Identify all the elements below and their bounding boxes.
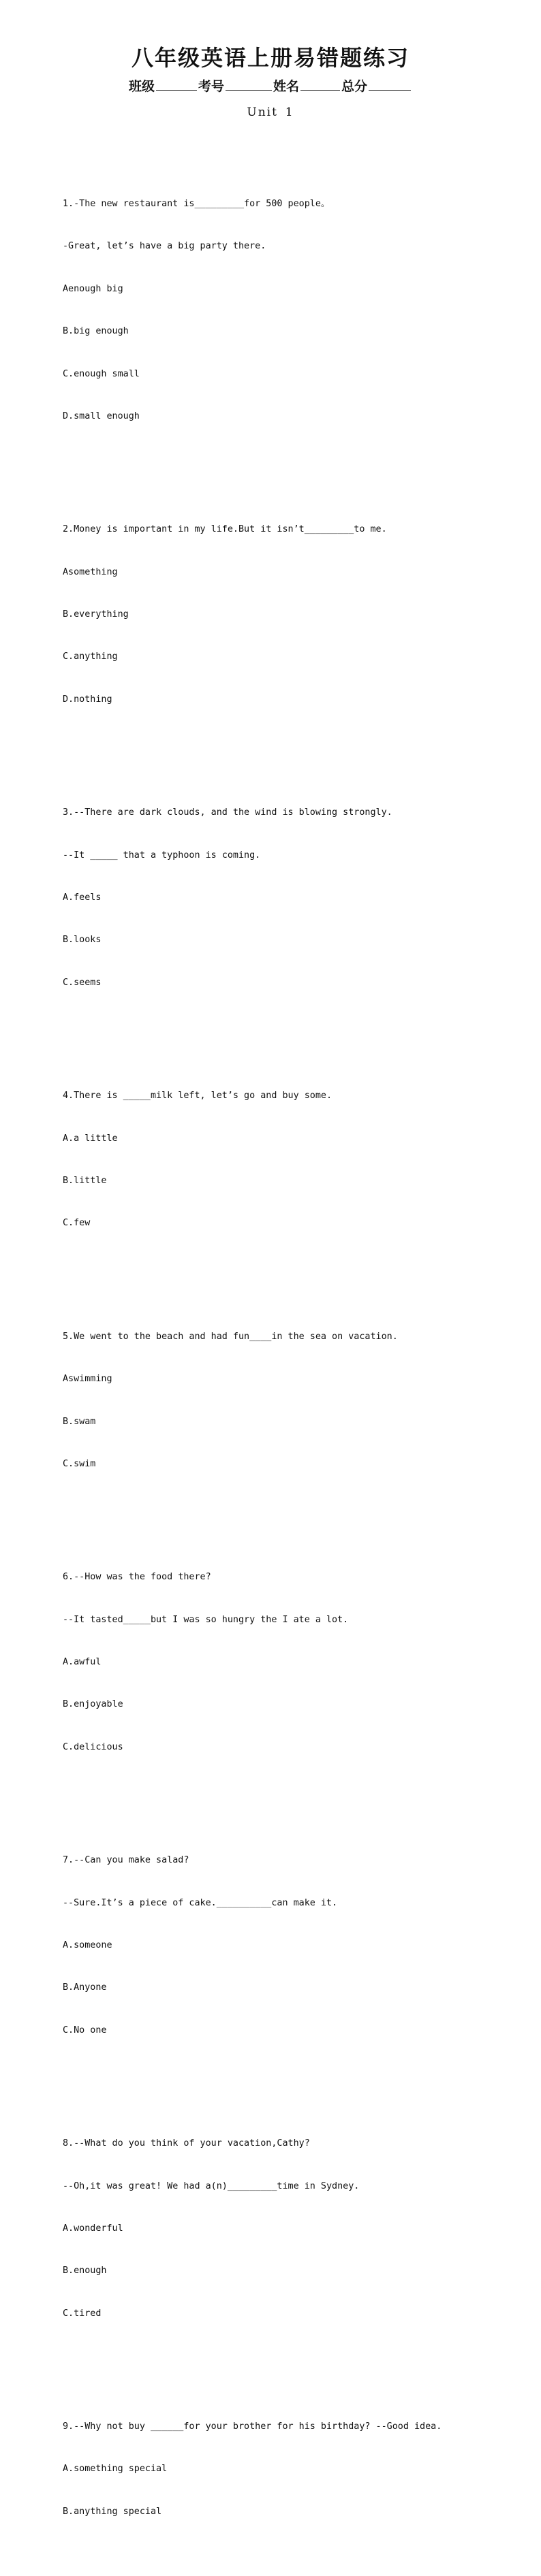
question-stem: 7.--Can you make salad? — [63, 1855, 189, 1866]
option-d: D.nothing — [63, 694, 112, 705]
option-d: D.small enough — [63, 410, 140, 421]
option-b: B.everything — [63, 609, 129, 620]
question-stem: 1.-The new restaurant is_________for 500 people。 — [63, 198, 330, 209]
exam-no-label: 考号 — [198, 79, 224, 94]
score-label: 总分 — [341, 79, 368, 94]
option-c: C.few — [63, 1218, 91, 1229]
question-stem: 2.Money is important in my life.But it isn’t_________to me. — [63, 524, 387, 535]
question-stem: 6.--How was the food there? — [63, 1572, 211, 1583]
unit-number: 1 — [285, 106, 294, 119]
option-c: C.anything — [63, 651, 118, 662]
question-9 — [63, 2392, 526, 2548]
option-b: B.big enough — [63, 326, 129, 337]
option-a: Aswimming — [63, 1374, 112, 1385]
question-1 — [63, 169, 526, 452]
question-7 — [63, 1826, 526, 2067]
class-label: 班级 — [128, 79, 155, 94]
option-c: C.enough small — [63, 368, 140, 379]
option-a: A.something special — [63, 2464, 168, 2475]
option-a: Aenough big — [63, 283, 123, 294]
question-3 — [63, 778, 526, 1019]
option-a: A.feels — [63, 892, 102, 903]
question-list — [63, 127, 526, 2576]
exam-no-blank — [226, 78, 272, 91]
option-b: B.enough — [63, 2266, 107, 2276]
unit-heading — [0, 106, 541, 119]
option-b: B.Anyone — [63, 1982, 107, 1993]
question-stem: --It _____ that a typhoon is coming. — [63, 850, 261, 860]
question-stem: -Great, let’s have a big party there. — [63, 241, 266, 252]
question-stem: 3.--There are dark clouds, and the wind is blowing strongly. — [63, 807, 392, 818]
question-8 — [63, 2109, 526, 2350]
class-blank — [156, 78, 197, 91]
unit-label: Unit — [247, 106, 278, 119]
name-blank — [300, 78, 340, 91]
question-stem: 5.We went to the beach and had fun____in the sea on vacation. — [63, 1331, 398, 1342]
option-b: B.little — [63, 1175, 107, 1186]
option-a: A.a little — [63, 1133, 118, 1144]
option-c: C.tired — [63, 2308, 102, 2319]
option-b: B.swam — [63, 1416, 96, 1427]
question-stem: 4.There is _____milk left, let’s go and buy some. — [63, 1091, 333, 1101]
question-stem: 9.--Why not buy ______for your brother for his birthday? --Good idea. — [63, 2421, 442, 2432]
question-stem: 8.--What do you think of your vacation,Cathy? — [63, 2138, 310, 2149]
option-a: A.someone — [63, 1940, 112, 1950]
student-info-line — [0, 76, 541, 95]
option-a: A.awful — [63, 1657, 102, 1668]
question-stem: --It tasted_____but I was so hungry the I ate a lot. — [63, 1614, 349, 1625]
question-stem: --Sure.It’s a piece of cake.__________can make it. — [63, 1897, 338, 1908]
score-blank — [369, 78, 411, 91]
question-4 — [63, 1061, 526, 1259]
option-a: Asomething — [63, 566, 118, 577]
option-a: A.wonderful — [63, 2223, 123, 2234]
page-title: 八年级英语上册易错题练习 — [131, 45, 409, 71]
option-b: B.anything special — [63, 2506, 162, 2517]
question-stem: --Oh,it was great! We had a(n)_________time in Sydney. — [63, 2180, 360, 2191]
name-label: 姓名 — [273, 79, 300, 94]
question-5 — [63, 1302, 526, 1500]
option-c: C.swim — [63, 1458, 96, 1469]
option-b: B.looks — [63, 935, 102, 946]
option-c: C.seems — [63, 977, 102, 988]
option-c: C.No one — [63, 2025, 107, 2035]
option-c: C.delicious — [63, 1741, 123, 1752]
question-6 — [63, 1543, 526, 1784]
question-2 — [63, 495, 526, 736]
option-b: B.enjoyable — [63, 1699, 123, 1710]
